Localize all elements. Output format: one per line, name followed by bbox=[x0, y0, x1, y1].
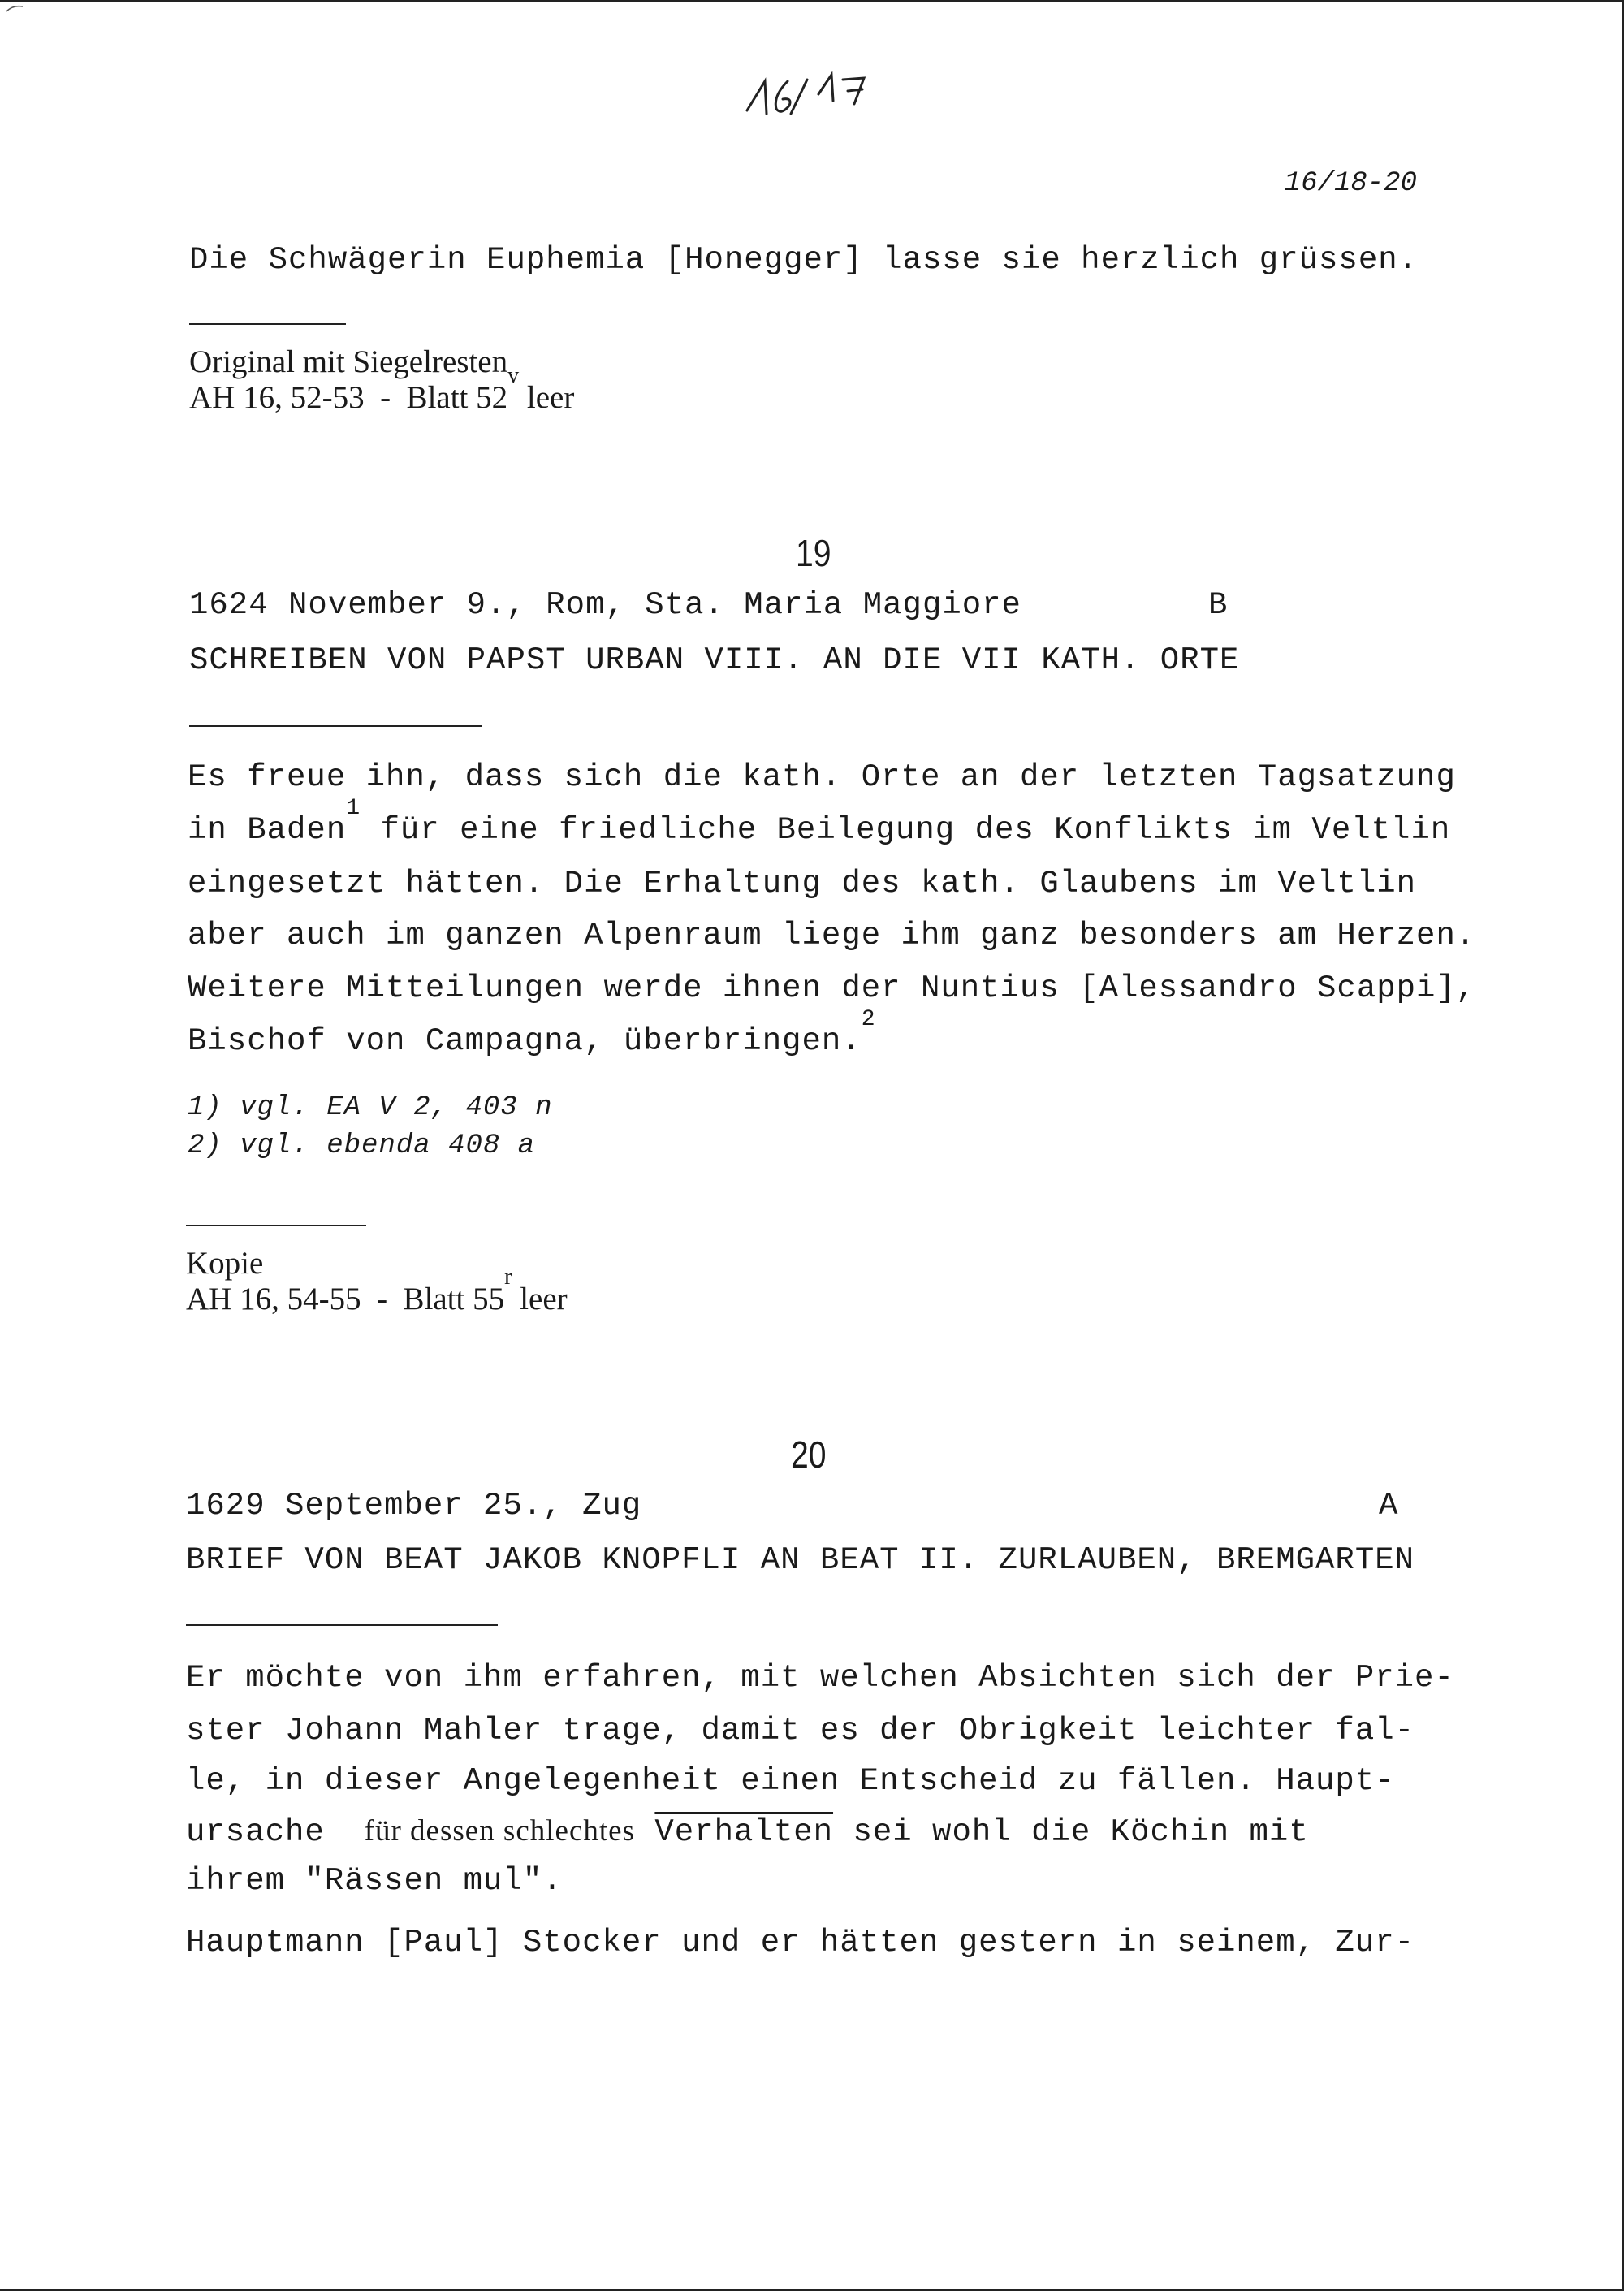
intro-line: Die Schwägerin Euphemia [Honegger] lasse sie herzlich grüssen. bbox=[189, 242, 1419, 278]
entry-date-place: 1624 November 9., Rom, Sta. Maria Maggiore bbox=[189, 587, 1021, 623]
corner-scan-mark bbox=[5, 3, 37, 13]
body-line: eingesetzt hätten. Die Erhaltung des kath. Glaubens im Veltlin bbox=[188, 866, 1417, 901]
source-shelfmark: AH 16, 54-55 - Blatt 55 bbox=[186, 1282, 505, 1316]
separator-rule bbox=[189, 725, 482, 727]
footnote: 2) vgl. ebenda 408 a bbox=[188, 1130, 536, 1161]
body-line: ster Johann Mahler trage, damit es der Obrigkeit leichter fal- bbox=[186, 1713, 1415, 1749]
body-line bbox=[186, 1813, 1309, 1850]
body-line bbox=[188, 1007, 876, 1059]
separator-rule bbox=[186, 1225, 366, 1226]
body-line: le, in dieser Angelegenheit einen Entscheid zu fällen. Haupt- bbox=[186, 1763, 1395, 1799]
body-line: Hauptmann [Paul] Stocker und er hätten gestern in seinem, Zur- bbox=[186, 1925, 1415, 1960]
body-line bbox=[188, 796, 1451, 848]
body-line: ihrem "Rässen mul". bbox=[186, 1863, 563, 1899]
folio-superscript: r bbox=[504, 1264, 512, 1290]
folio-superscript: v bbox=[508, 363, 520, 388]
entry-title: SCHREIBEN VON PAPST URBAN VIII. AN DIE VII KATH. ORTE bbox=[189, 642, 1240, 678]
source-leer: leer bbox=[512, 1282, 568, 1316]
entry-number: 20 bbox=[791, 1433, 827, 1476]
body-text: ursache bbox=[186, 1814, 325, 1850]
handwritten-folio-number bbox=[741, 63, 879, 120]
separator-rule bbox=[189, 323, 346, 325]
body-line: Es freue ihn, dass sich die kath. Orte an der letzten Tagsatzung bbox=[188, 759, 1456, 795]
body-text-correction: für dessen schlechtes bbox=[364, 1814, 635, 1848]
entry-number: 19 bbox=[796, 532, 831, 574]
body-text: für eine friedliche Beilegung des Konflikts im Veltlin bbox=[380, 812, 1451, 848]
page-reference: 16/18-20 bbox=[1284, 168, 1417, 199]
footnote: 1) vgl. EA V 2, 403 n bbox=[188, 1092, 553, 1123]
entry-code: B bbox=[1208, 587, 1229, 623]
body-line: Er möchte von ihm erfahren, mit welchen Absichten sich der Prie- bbox=[186, 1660, 1454, 1696]
source-shelfmark: AH 16, 52-53 - Blatt 52 bbox=[189, 380, 508, 415]
body-line: Weitere Mitteilungen werde ihnen der Nuntius [Alessandro Scappi], bbox=[188, 970, 1476, 1006]
footnote-marker: 2 bbox=[861, 1007, 876, 1032]
separator-rule bbox=[186, 1624, 498, 1626]
body-text: Verhalten bbox=[654, 1814, 834, 1850]
body-text: Bischof von Campagna, überbringen. bbox=[188, 1023, 862, 1059]
body-text: in Baden bbox=[188, 812, 347, 848]
entry-title: BRIEF VON BEAT JAKOB KNOPFLI AN BEAT II. ZURLAUBEN, BREMGARTEN bbox=[186, 1542, 1415, 1578]
entry-code: A bbox=[1379, 1488, 1399, 1524]
body-line: aber auch im ganzen Alpenraum liege ihm ganz besonders am Herzen. bbox=[188, 918, 1476, 953]
entry-date-place: 1629 September 25., Zug bbox=[186, 1488, 642, 1524]
source-line-1: Kopie bbox=[186, 1246, 264, 1281]
source-line-2 bbox=[186, 1264, 568, 1317]
page-border-top bbox=[0, 0, 1624, 2]
source-line-1: Original mit Siegelresten bbox=[189, 344, 508, 379]
body-text: sei wohl die Köchin mit bbox=[853, 1814, 1309, 1850]
source-leer: leer bbox=[519, 380, 575, 415]
source-line-2 bbox=[189, 363, 575, 416]
footnote-marker: 1 bbox=[346, 796, 361, 821]
